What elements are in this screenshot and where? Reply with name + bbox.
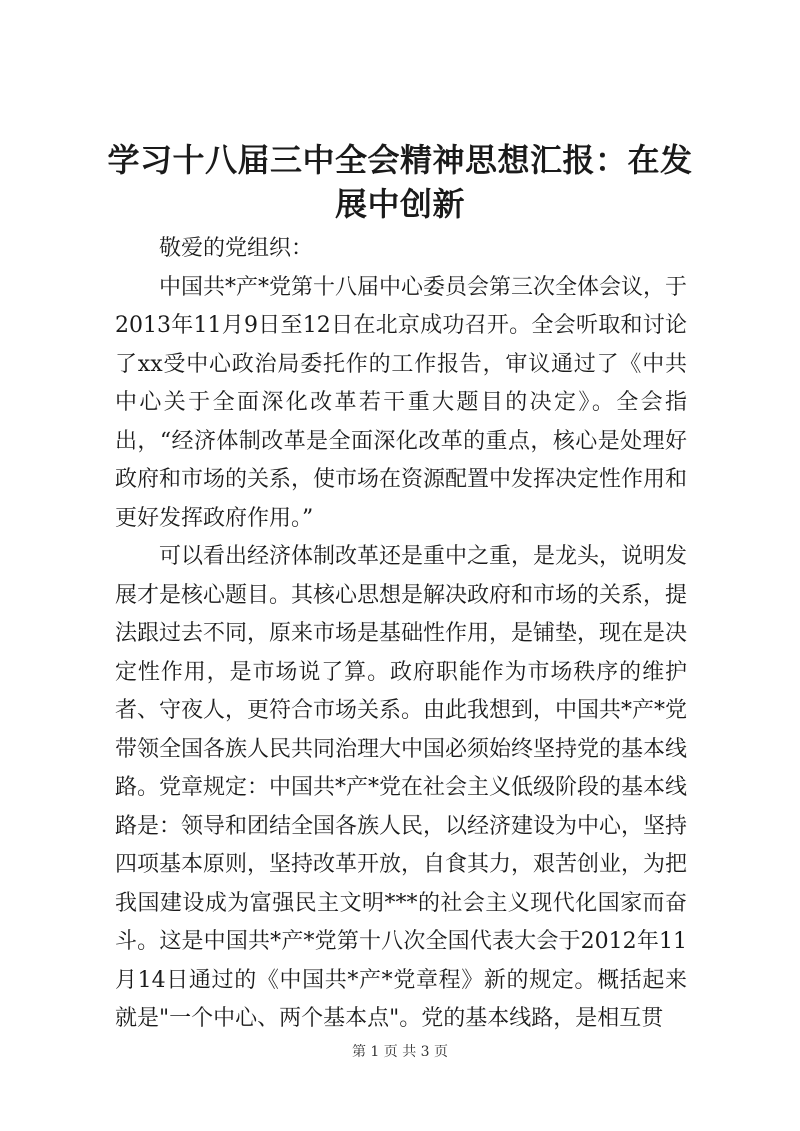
document-body [115,230,687,1039]
paragraph-1: 中国共*产*党第十八届中心委员会第三次全体会议，于2013年11月9日至12日在北京成功召开。全会听取和讨论了xx受中心政治局委托作的工作报告，审议通过了《中共中心关于全面深化改革若干重大题目的决定》。全会指出，“经济体制改革是全面深化改革的重点，核心是处理好政府和市场的关系，使市场在资源配置中发挥决定性作用和更好发挥政府作用。” [115,274,688,531]
paragraph-2: 可以看出经济体制改革还是重中之重，是龙头，说明发展才是核心题目。其核心思想是解决政府和市场的关系，提法跟过去不同，原来市场是基础性作用，是铺垫，现在是决定性作用，是市场说了算。政府职能作为市场秩序的维护者、守夜人，更符合市场关系。由此我想到，中国共*产*党带领全国各族人民共同治理大中国必须始终坚持党的基本线路。党章规定：中国共*产*党在社会主义低级阶段的基本线路是：领导和团结全国各族人民，以经济建设为中心，坚持四项基本原则，坚持改革开放，自食其力，艰苦创业，为把我国建设成为富强民主文明***的社会主义现代化国家而奋斗。这是中国共*产*党第十八次全国代表大会于2012年11月14日通过的《中国共*产*党章程》新的规定。概括起来就是"一个中心、两个基本点"。党的基本线路，是相互贯 [115,544,688,1031]
salutation: 敬爱的党组织： [159,236,314,261]
page-footer: 第 1 页 共 3 页 [351,1044,449,1060]
document-title: 学习十八届三中全会精神思想汇报：在发展中创新 [107,141,693,223]
